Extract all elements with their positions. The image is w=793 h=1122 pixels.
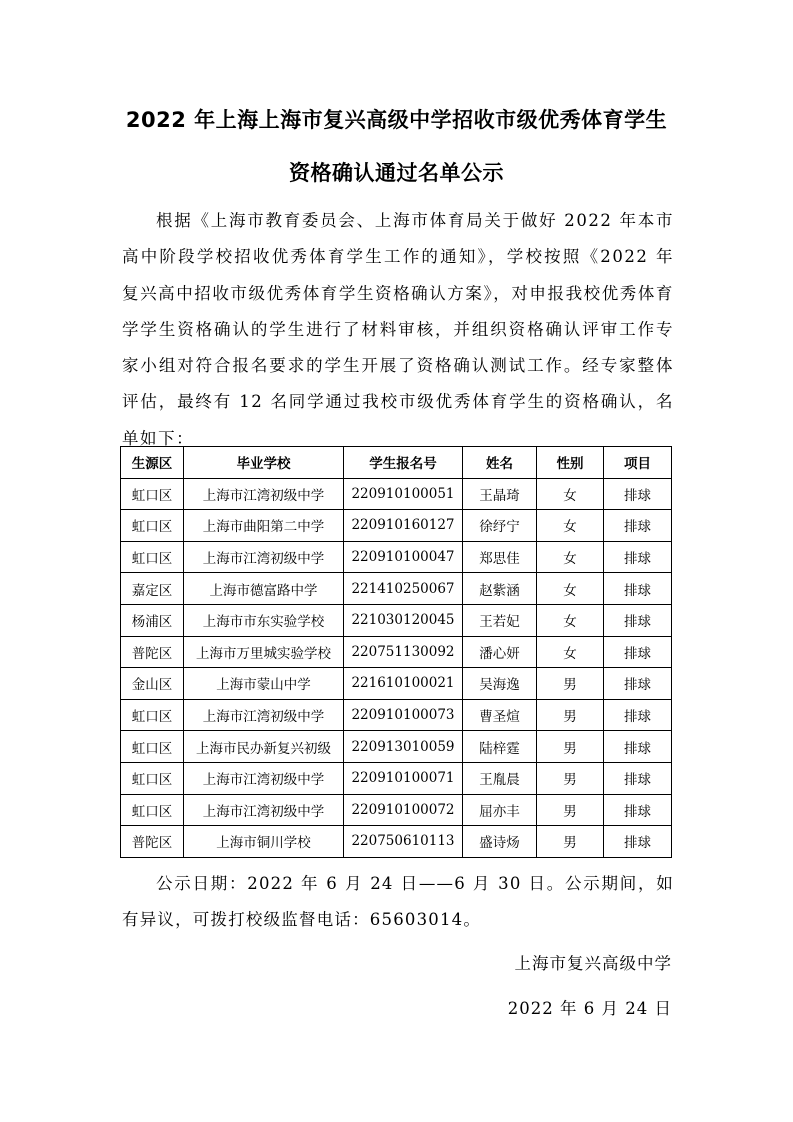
cell-district: 普陀区 xyxy=(121,636,184,668)
cell-school: 上海市江湾初级中学 xyxy=(184,541,344,573)
cell-district: 普陀区 xyxy=(121,826,184,858)
header-name: 姓名 xyxy=(463,447,537,479)
cell-district: 嘉定区 xyxy=(121,573,184,605)
cell-registration-number: 221610100021 xyxy=(344,668,463,700)
table-row xyxy=(121,478,672,510)
cell-school: 上海市德富路中学 xyxy=(184,573,344,605)
cell-district: 虹口区 xyxy=(121,794,184,826)
cell-school: 上海市民办新复兴初级 xyxy=(184,731,344,763)
cell-gender: 女 xyxy=(537,478,604,510)
cell-district: 虹口区 xyxy=(121,510,184,542)
cell-gender: 男 xyxy=(537,762,604,794)
cell-registration-number: 220910100047 xyxy=(344,541,463,573)
cell-district: 虹口区 xyxy=(121,699,184,731)
cell-registration-number: 220910160127 xyxy=(344,510,463,542)
cell-school: 上海市市东实验学校 xyxy=(184,604,344,636)
cell-district: 虹口区 xyxy=(121,762,184,794)
header-district: 生源区 xyxy=(121,447,184,479)
cell-district: 虹口区 xyxy=(121,731,184,763)
cell-school: 上海市蒙山中学 xyxy=(184,668,344,700)
cell-registration-number: 220913010059 xyxy=(344,731,463,763)
cell-school: 上海市铜川学校 xyxy=(184,826,344,858)
cell-school: 上海市曲阳第二中学 xyxy=(184,510,344,542)
header-gender: 性别 xyxy=(537,447,604,479)
cell-gender: 男 xyxy=(537,699,604,731)
cell-sport: 排球 xyxy=(604,541,672,573)
header-registration-number: 学生报名号 xyxy=(344,447,463,479)
signature-date: 2022 年 6 月 24 日 xyxy=(507,999,672,1018)
cell-name: 王若妃 xyxy=(463,604,537,636)
cell-name: 徐纾宁 xyxy=(463,510,537,542)
cell-district: 虹口区 xyxy=(121,541,184,573)
cell-gender: 男 xyxy=(537,668,604,700)
cell-school: 上海市江湾初级中学 xyxy=(184,478,344,510)
cell-name: 王晶琦 xyxy=(463,478,537,510)
cell-name: 潘心妍 xyxy=(463,636,537,668)
cell-school: 上海市江湾初级中学 xyxy=(184,699,344,731)
table-row xyxy=(121,699,672,731)
cell-registration-number: 220910100071 xyxy=(344,762,463,794)
cell-gender: 男 xyxy=(537,826,604,858)
cell-sport: 排球 xyxy=(604,826,672,858)
signature-school: 上海市复兴高级中学 xyxy=(514,954,672,973)
cell-gender: 女 xyxy=(537,636,604,668)
cell-school: 上海市江湾初级中学 xyxy=(184,762,344,794)
cell-name: 吴海逸 xyxy=(463,668,537,700)
table-row xyxy=(121,636,672,668)
table-row xyxy=(121,731,672,763)
cell-name: 曹圣煊 xyxy=(463,699,537,731)
cell-sport: 排球 xyxy=(604,762,672,794)
cell-registration-number: 220910100051 xyxy=(344,478,463,510)
cell-district: 虹口区 xyxy=(121,478,184,510)
cell-sport: 排球 xyxy=(604,510,672,542)
cell-gender: 男 xyxy=(537,731,604,763)
cell-sport: 排球 xyxy=(604,731,672,763)
cell-registration-number: 220751130092 xyxy=(344,636,463,668)
document-title-line-1: 2022 年上海上海市复兴高级中学招收市级优秀体育学生 xyxy=(125,108,668,132)
cell-name: 陆梓霆 xyxy=(463,731,537,763)
cell-name: 屈亦丰 xyxy=(463,794,537,826)
table-row xyxy=(121,794,672,826)
cell-gender: 男 xyxy=(537,794,604,826)
table-row xyxy=(121,762,672,794)
cell-registration-number: 220910100072 xyxy=(344,794,463,826)
cell-district: 金山区 xyxy=(121,668,184,700)
cell-registration-number: 221030120045 xyxy=(344,604,463,636)
cell-name: 王胤晨 xyxy=(463,762,537,794)
document-title-line-2: 资格确认通过名单公示 xyxy=(289,161,504,185)
cell-sport: 排球 xyxy=(604,478,672,510)
cell-registration-number: 221410250067 xyxy=(344,573,463,605)
cell-gender: 女 xyxy=(537,604,604,636)
cell-name: 赵紫涵 xyxy=(463,573,537,605)
cell-gender: 女 xyxy=(537,541,604,573)
table-row xyxy=(121,604,672,636)
cell-sport: 排球 xyxy=(604,794,672,826)
cell-sport: 排球 xyxy=(604,668,672,700)
cell-name: 盛诗炀 xyxy=(463,826,537,858)
table-row xyxy=(121,510,672,542)
table-header-row xyxy=(121,447,672,479)
table-row xyxy=(121,541,672,573)
header-sport: 项目 xyxy=(604,447,672,479)
intro-paragraph: 根据《上海市教育委员会、上海市体育局关于做好 2022 年本市高中阶段学校招收优秀体育学生工作的通知》，学校按照《2022 年复兴高中招收市级优秀体育学生资格确认方案》，对申报我校优秀体育学学生资格确认的学生进行了材料审核，并组织资格确认评审工作专家小组对符合报名要求的学生开展了资格确认测试工作。经专家整体评估，最终有 12 名同学通过我校市级优秀体育学生的资格确认，名单如下： xyxy=(122,211,674,448)
header-school: 毕业学校 xyxy=(184,447,344,479)
cell-registration-number: 220910100073 xyxy=(344,699,463,731)
cell-sport: 排球 xyxy=(604,573,672,605)
table-row xyxy=(121,668,672,700)
cell-district: 杨浦区 xyxy=(121,604,184,636)
cell-name: 郑思佳 xyxy=(463,541,537,573)
cell-sport: 排球 xyxy=(604,604,672,636)
cell-gender: 女 xyxy=(537,573,604,605)
student-list-table xyxy=(120,446,672,858)
table-body xyxy=(121,478,672,857)
table-row xyxy=(121,826,672,858)
cell-sport: 排球 xyxy=(604,636,672,668)
table-row xyxy=(121,573,672,605)
cell-school: 上海市万里城实验学校 xyxy=(184,636,344,668)
cell-gender: 女 xyxy=(537,510,604,542)
notice-paragraph: 公示日期：2022 年 6 月 24 日——6 月 30 日。公示期间，如有异议，可拨打校级监督电话：65603014。 xyxy=(122,874,674,929)
cell-sport: 排球 xyxy=(604,699,672,731)
cell-registration-number: 220750610113 xyxy=(344,826,463,858)
cell-school: 上海市江湾初级中学 xyxy=(184,794,344,826)
